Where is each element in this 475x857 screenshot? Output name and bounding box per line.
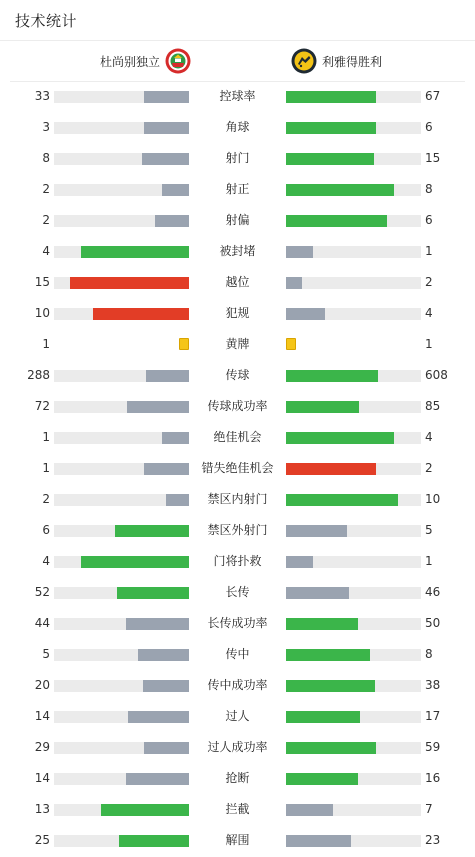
stat-row — [0, 236, 475, 267]
home-stat-bar-track — [54, 525, 189, 537]
home-stat-value: 15 — [34, 275, 50, 289]
home-stat-value: 10 — [34, 306, 50, 320]
home-stat-bar-fill — [144, 463, 189, 475]
home-stat-bar-fill — [162, 184, 189, 196]
home-stat-bar-fill — [81, 556, 189, 568]
away-stat-value: 1 — [425, 554, 433, 568]
away-stat-bar-fill — [286, 184, 394, 196]
away-stat-value: 15 — [425, 151, 441, 165]
home-team-name: 杜尚别独立 — [99, 54, 160, 69]
home-stat-bar-track — [54, 370, 189, 382]
away-stat-value: 1 — [425, 244, 433, 258]
home-stat-bar-track — [54, 494, 189, 506]
away-stat-bar-track — [286, 680, 421, 692]
away-stat-bar-track — [286, 494, 421, 506]
away-stat-bar-track — [286, 742, 421, 754]
home-stat-bar-track — [54, 308, 189, 320]
home-stat-bar-track — [54, 277, 189, 289]
home-stat-value: 2 — [42, 182, 50, 196]
away-stat-bar-fill — [286, 587, 349, 599]
stat-row — [0, 825, 475, 856]
yellow-card-icon — [286, 338, 296, 350]
home-stat-value: 13 — [34, 802, 50, 816]
home-stat-bar-fill — [144, 742, 189, 754]
home-stat-bar-track — [54, 835, 189, 847]
home-stat-bar-track — [54, 184, 189, 196]
home-stat-bar-fill — [127, 401, 189, 413]
home-stat-bar-fill — [146, 370, 189, 382]
away-stat-value: 8 — [425, 647, 433, 661]
away-stat-bar-fill — [286, 401, 359, 413]
home-stat-bar-fill — [119, 835, 189, 847]
stat-label: 射偏 — [225, 213, 250, 227]
away-stat-bar-fill — [286, 463, 376, 475]
home-stat-bar-track — [54, 122, 189, 134]
home-stat-bar-track — [54, 773, 189, 785]
away-team[interactable] — [291, 48, 382, 74]
away-stat-value: 6 — [425, 120, 433, 134]
away-stat-bar-fill — [286, 711, 360, 723]
home-stat-bar-track — [54, 246, 189, 258]
home-stat-value: 288 — [27, 368, 50, 382]
home-stat-value: 3 — [42, 120, 50, 134]
away-stat-bar-fill — [286, 649, 370, 661]
teams-row — [10, 41, 465, 82]
stat-row — [0, 205, 475, 236]
away-stat-bar-track — [286, 618, 421, 630]
away-stat-bar-track — [286, 711, 421, 723]
stat-row — [0, 453, 475, 484]
stat-label: 传中 — [225, 647, 250, 661]
away-stat-value: 4 — [425, 430, 433, 444]
away-stat-value: 46 — [425, 585, 441, 599]
stat-row — [0, 515, 475, 546]
stat-label: 过人成功率 — [207, 740, 268, 754]
away-stat-value: 67 — [425, 89, 441, 103]
away-stat-bar-track — [286, 463, 421, 475]
away-stat-bar-track — [286, 91, 421, 103]
away-stat-value: 5 — [425, 523, 433, 537]
away-stat-bar-track — [286, 246, 421, 258]
away-stat-bar-fill — [286, 91, 376, 103]
home-stat-bar-track — [54, 215, 189, 227]
stat-row — [0, 267, 475, 298]
away-stat-bar-track — [286, 308, 421, 320]
stat-label: 门将扑救 — [213, 554, 262, 568]
home-stat-bar-track — [54, 432, 189, 444]
home-stat-bar-track — [54, 618, 189, 630]
home-stat-value: 14 — [34, 709, 50, 723]
away-stat-bar-track — [286, 556, 421, 568]
home-stat-value: 4 — [42, 244, 50, 258]
home-team[interactable] — [100, 48, 191, 74]
away-stat-bar-track — [286, 773, 421, 785]
home-stat-bar-fill — [162, 432, 189, 444]
home-stat-bar-fill — [70, 277, 189, 289]
stat-row — [0, 732, 475, 763]
away-stat-bar-track — [286, 215, 421, 227]
home-stat-bar-fill — [138, 649, 189, 661]
away-stat-bar-fill — [286, 370, 378, 382]
stat-label: 射正 — [225, 182, 250, 196]
home-stat-bar-fill — [115, 525, 189, 537]
home-stat-value: 72 — [34, 399, 50, 413]
away-stat-bar-track — [286, 184, 421, 196]
away-stat-value: 17 — [425, 709, 441, 723]
home-stat-value: 1 — [42, 337, 50, 351]
away-stat-bar-track — [286, 525, 421, 537]
stat-row — [0, 112, 475, 143]
stat-row — [0, 608, 475, 639]
away-stat-bar-track — [286, 370, 421, 382]
away-stat-value: 7 — [425, 802, 433, 816]
stat-label: 错失绝佳机会 — [201, 461, 274, 475]
home-stat-bar-track — [54, 711, 189, 723]
home-stat-value: 2 — [42, 492, 50, 506]
away-stat-bar-track — [286, 401, 421, 413]
stat-row — [0, 81, 475, 112]
away-stat-bar-fill — [286, 742, 376, 754]
away-stat-value: 6 — [425, 213, 433, 227]
home-stat-value: 20 — [34, 678, 50, 692]
away-stat-value: 4 — [425, 306, 433, 320]
al-nassr-crest-icon — [291, 48, 317, 74]
home-stat-bar-track — [54, 401, 189, 413]
away-stat-bar-fill — [286, 525, 347, 537]
away-stat-value: 23 — [425, 833, 441, 847]
stat-label: 越位 — [225, 275, 250, 289]
home-stat-bar-track — [54, 587, 189, 599]
stat-row — [0, 763, 475, 794]
stat-row — [0, 484, 475, 515]
stat-label: 射门 — [225, 151, 250, 165]
stat-row — [0, 670, 475, 701]
away-stat-bar-fill — [286, 618, 358, 630]
away-stat-value: 1 — [425, 337, 433, 351]
home-stat-bar-fill — [101, 804, 189, 816]
stat-label: 传球 — [225, 368, 250, 382]
stat-label: 长传 — [225, 585, 250, 599]
stat-label: 拦截 — [225, 802, 250, 816]
home-stat-value: 52 — [34, 585, 50, 599]
home-stat-value: 33 — [34, 89, 50, 103]
stat-label: 禁区外射门 — [207, 523, 268, 537]
yellow-card-icon — [179, 338, 189, 350]
stat-row — [0, 174, 475, 205]
away-stat-value: 8 — [425, 182, 433, 196]
home-stat-bar-track — [54, 91, 189, 103]
home-stat-value: 6 — [42, 523, 50, 537]
away-stat-bar-fill — [286, 773, 358, 785]
home-stat-bar-fill — [143, 680, 189, 692]
stat-label: 解围 — [225, 833, 250, 847]
home-stat-value: 14 — [34, 771, 50, 785]
away-stat-bar-track — [286, 804, 421, 816]
away-stat-value: 2 — [425, 461, 433, 475]
away-stat-bar-fill — [286, 680, 375, 692]
home-stat-bar-fill — [144, 91, 189, 103]
stat-label: 过人 — [225, 709, 250, 723]
away-stat-bar-fill — [286, 308, 325, 320]
away-stat-bar-track — [286, 835, 421, 847]
away-stat-bar-fill — [286, 494, 398, 506]
stat-row — [0, 546, 475, 577]
away-stat-value: 2 — [425, 275, 433, 289]
stats-list — [0, 81, 475, 856]
stat-label: 传中成功率 — [207, 678, 268, 692]
home-stat-bar-fill — [155, 215, 189, 227]
home-stat-value: 4 — [42, 554, 50, 568]
home-stat-value: 2 — [42, 213, 50, 227]
stat-label: 黄牌 — [225, 337, 250, 351]
away-stat-value: 59 — [425, 740, 441, 754]
home-stat-bar-fill — [126, 618, 189, 630]
stat-row — [0, 577, 475, 608]
away-stat-bar-track — [286, 432, 421, 444]
away-stat-bar-track — [286, 153, 421, 165]
home-stat-value: 5 — [42, 647, 50, 661]
home-stat-bar-track — [54, 804, 189, 816]
stat-label: 传球成功率 — [207, 399, 268, 413]
home-stat-value: 25 — [34, 833, 50, 847]
home-stat-bar-fill — [93, 308, 189, 320]
stat-label: 绝佳机会 — [213, 430, 262, 444]
home-stat-value: 8 — [42, 151, 50, 165]
home-stat-bar-track — [54, 463, 189, 475]
away-stat-bar-fill — [286, 432, 394, 444]
stat-label: 控球率 — [219, 89, 256, 103]
away-stat-bar-fill — [286, 835, 351, 847]
away-stat-value: 50 — [425, 616, 441, 630]
stat-row — [0, 391, 475, 422]
home-stat-bar-track — [54, 649, 189, 661]
away-stat-bar-fill — [286, 153, 374, 165]
away-stat-bar-fill — [286, 215, 387, 227]
home-stat-bar-track — [54, 742, 189, 754]
home-stat-bar-fill — [81, 246, 189, 258]
away-stat-bar-fill — [286, 246, 313, 258]
home-stat-bar-fill — [126, 773, 189, 785]
away-stat-bar-fill — [286, 556, 313, 568]
stat-row — [0, 143, 475, 174]
home-stat-value: 1 — [42, 461, 50, 475]
istiklol-crest-icon — [165, 48, 191, 74]
away-stat-value: 608 — [425, 368, 448, 382]
home-stat-bar-track — [54, 680, 189, 692]
stat-row — [0, 298, 475, 329]
stats-header — [0, 0, 475, 41]
stat-row — [0, 701, 475, 732]
page-title: 技术统计 — [15, 12, 78, 30]
away-stat-value: 85 — [425, 399, 441, 413]
home-stat-bar-fill — [117, 587, 189, 599]
away-stat-bar-track — [286, 587, 421, 599]
stat-label: 禁区内射门 — [207, 492, 268, 506]
home-stat-bar-track — [54, 556, 189, 568]
away-stat-bar-fill — [286, 804, 333, 816]
away-stat-bar-fill — [286, 277, 302, 289]
away-stat-value: 16 — [425, 771, 441, 785]
home-stat-bar-fill — [142, 153, 189, 165]
home-stat-bar-fill — [128, 711, 189, 723]
away-stat-bar-track — [286, 277, 421, 289]
stat-label: 抢断 — [225, 771, 250, 785]
stat-row — [0, 422, 475, 453]
stat-row — [0, 360, 475, 391]
stat-label: 角球 — [225, 120, 250, 134]
away-stat-value: 10 — [425, 492, 441, 506]
away-stat-bar-fill — [286, 122, 376, 134]
away-stat-bar-track — [286, 122, 421, 134]
stat-label: 长传成功率 — [207, 616, 268, 630]
stat-row — [0, 794, 475, 825]
away-team-name: 利雅得胜利 — [322, 54, 383, 69]
home-stat-value: 1 — [42, 430, 50, 444]
home-stat-value: 44 — [34, 616, 50, 630]
home-stat-bar-fill — [166, 494, 189, 506]
stat-label: 被封堵 — [219, 244, 256, 258]
home-stat-bar-fill — [144, 122, 189, 134]
stat-label: 犯规 — [225, 306, 250, 320]
stat-row — [0, 329, 475, 360]
stat-row — [0, 639, 475, 670]
away-stat-value: 38 — [425, 678, 441, 692]
away-stat-bar-track — [286, 649, 421, 661]
home-stat-value: 29 — [34, 740, 50, 754]
home-stat-bar-track — [54, 153, 189, 165]
